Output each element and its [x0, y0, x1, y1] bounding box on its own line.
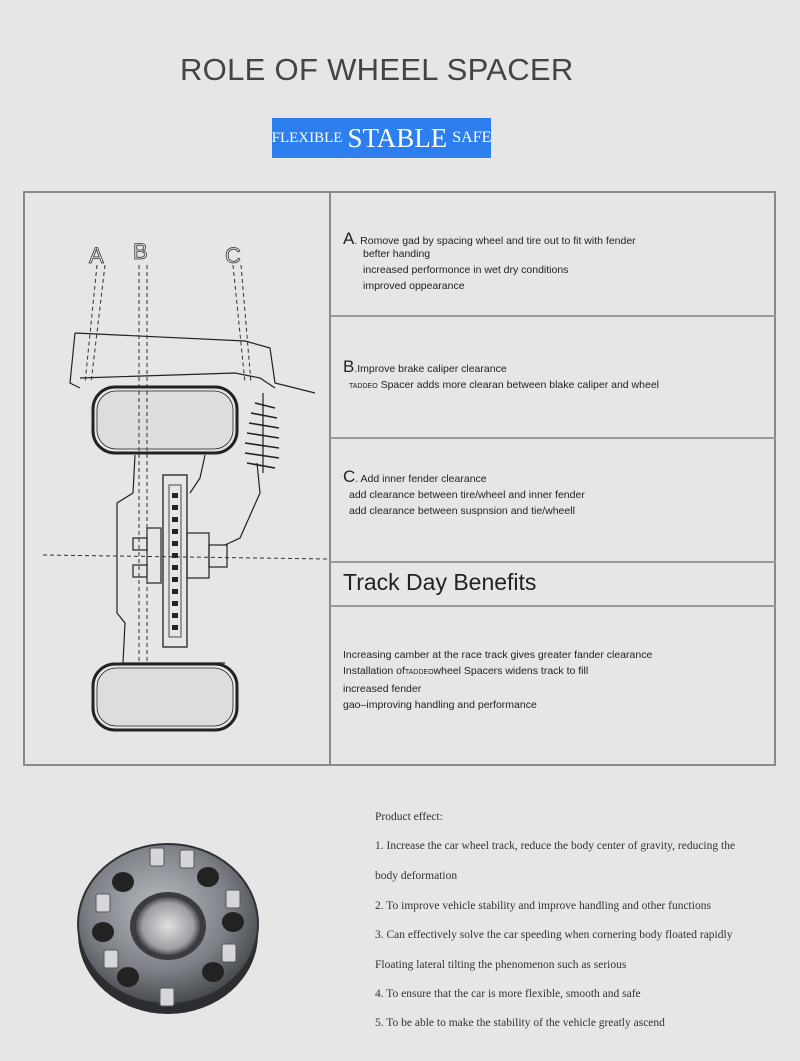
info-panel — [23, 191, 776, 766]
brand-name: TADDEO — [404, 669, 434, 676]
feature-a-line: improved oppearance — [363, 280, 465, 292]
feature-b-title — [343, 359, 776, 377]
product-effect-line: 1. Increase the car wheel track, reduce the body center of gravity, reducing the — [375, 840, 736, 852]
feature-a-letter: A — [343, 229, 355, 248]
product-effect-line: 3. Can effectively solve the car speeding when cornering body floated rapidly — [375, 929, 733, 941]
track-day-body — [331, 607, 776, 764]
diagram-label-a: A — [89, 243, 104, 268]
brand-name: TADDEO — [349, 383, 378, 390]
badge-safe: SAFE — [452, 129, 492, 146]
feature-a-line: increased performonce in wet dry conditions — [363, 264, 569, 276]
track-day-line2-pre: Installation of — [343, 665, 405, 677]
product-effect-line: body deformation — [375, 870, 458, 882]
feature-c-title-text: . Add inner fender clearance — [355, 473, 487, 485]
wheel-spacer-image — [68, 822, 268, 1022]
track-day-line: increased fender — [343, 683, 422, 695]
feature-c-letter: C — [343, 467, 356, 486]
product-effect-heading: Product effect: — [375, 811, 443, 823]
track-day-line-2 — [343, 663, 776, 681]
track-day-header — [331, 563, 776, 607]
track-day-title: Track Day Benefits — [343, 569, 537, 595]
product-effect-line: 5. To be able to make the stability of the vehicle greatly ascend — [375, 1017, 665, 1029]
product-effect-line: Floating lateral tilting the phenomenon such as serious — [375, 959, 627, 971]
diagram-label-b: B — [133, 239, 148, 264]
feature-c-title — [343, 469, 776, 487]
badge-flexible: FLEXIBLE — [271, 129, 343, 146]
product-effect-line: 4. To ensure that the car is more flexible, smooth and safe — [375, 988, 641, 1000]
feature-a-title-text: . Romove gad by spacing wheel and tire out to fit with fender — [354, 235, 636, 247]
feature-a — [331, 193, 776, 317]
track-day-line: Increasing camber at the race track gives greater fander clearance — [343, 649, 653, 661]
track-day-line: gao–improving handling and performance — [343, 699, 537, 711]
feature-c-line: add clearance between tire/wheel and inner fender — [349, 489, 585, 501]
feature-b-line: Spacer adds more clearan between blake caliper and wheel — [377, 379, 659, 391]
diagram-label-c: C — [225, 243, 241, 268]
track-day-line2-post: wheel Spacers widens track to fill — [433, 665, 589, 677]
feature-b — [331, 317, 776, 439]
page-title: ROLE OF WHEEL SPACER — [180, 52, 574, 87]
feature-badge — [272, 118, 491, 158]
feature-b-title-text: .Improve brake caliper clearance — [354, 363, 507, 375]
feature-c-line: add clearance between suspnsion and tie/wheell — [349, 505, 575, 517]
feature-c — [331, 439, 776, 563]
feature-a-line: befter handing — [363, 248, 431, 260]
feature-b-letter: B — [343, 357, 355, 376]
badge-stable: STABLE — [347, 122, 448, 153]
product-effect-line: 2. To improve vehicle stability and improve handling and other functions — [375, 900, 711, 912]
suspension-diagram — [25, 193, 329, 764]
